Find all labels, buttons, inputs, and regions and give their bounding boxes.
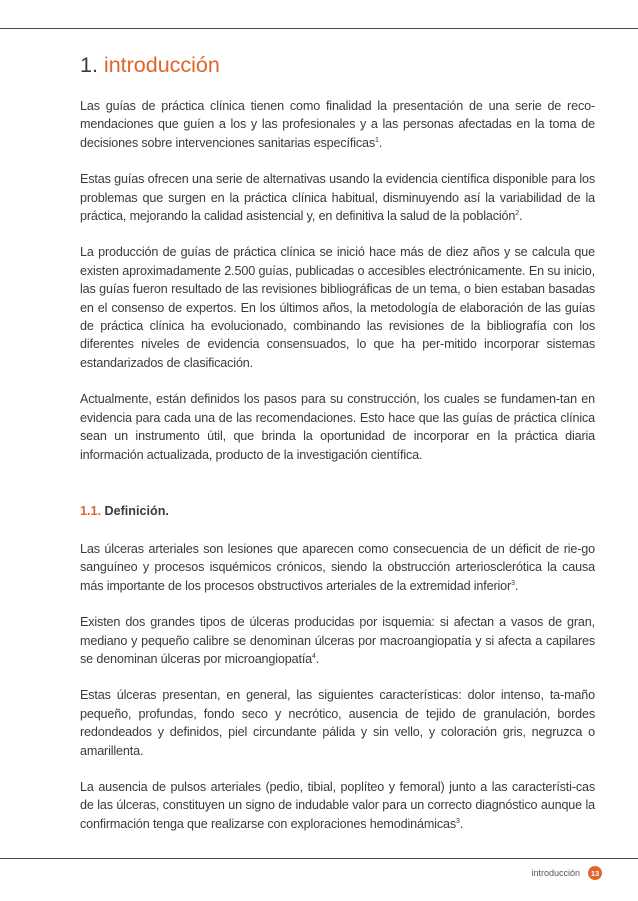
section-heading xyxy=(80,502,595,520)
definition-paragraph-3: Estas úlceras presentan, en general, las siguientes características: dolor intenso, ta-maño pequeño, profundas, fondo seco y necrótico, ausencia de tejido de granulación, bordes redondeados y definidos, piel circundante pálida y sin vello, y coloración gris, negruzca o amarillenta. xyxy=(80,688,595,758)
reference-4: 4 xyxy=(312,652,316,660)
bottom-rule xyxy=(0,858,638,859)
intro-paragraph-1: Las guías de práctica clínica tienen como finalidad la presentación de una serie de reco-mendaciones que guíen a los y las profesionales y a las personas afectadas en la toma de decisiones sobre intervenciones sanitarias específicas$^1$. xyxy=(80,99,595,150)
intro-paragraph-4: Actualmente, están definidos los pasos para su construcción, los cuales se fundamen-tan en evidencia para cada una de las recomendaciones. Esto hace que las guías de práctica clínica sean un instrumento útil, que brinda la oportunidad de incorporar en la práctica diaria información actualizada, producto de la investigación científica. xyxy=(80,392,595,462)
page-footer xyxy=(531,866,602,880)
intro-paragraph-3: La producción de guías de práctica clínica se inició hace más de diez años y se calcula que existen aproximadamente 2.500 guías, publicadas o accesibles electrónicamente. En su inicio, las guías fueron resultado de las revisiones bibliográficas de un tema, o bien estaban basadas en el consenso de expertos. En los últimos años, la metodología de elaboración de las guías de práctica clínica ha evolucionado, combinando las revisiones de la bibliografía con los diferentes niveles de evidencia consensuados, lo que ha per-mitido incorporar sistemas estandarizados de clasificación. xyxy=(80,245,595,370)
reference-2: 2 xyxy=(515,209,519,217)
page-number-badge: 13 xyxy=(588,866,602,880)
page-content xyxy=(80,52,595,833)
chapter-title-text: introducción xyxy=(103,53,220,77)
reference-3b: 3 xyxy=(455,817,460,825)
footer-section-label: introducción xyxy=(531,868,580,878)
definition-paragraph-4: La ausencia de pulsos arteriales (pedio, tibial, poplíteo y femoral) junto a las característi-cas de las úlceras, constituyen un signo de indudable valor para un correcto diagnóstico aunque la confirmación tenga que realizarse con exploraciones hemodinámicas$^3$. xyxy=(80,779,595,831)
definition-paragraph-1: Las úlceras arteriales son lesiones que aparecen como consecuencia de un déficit de rie-go sanguíneo y procesos isquémicos crónicos, siendo la obstrucción arteriosclerótica la causa más importante de los procesos obstructivos arteriales de la extremidad inferior$^3$. xyxy=(80,541,595,593)
section-number: 1.1. xyxy=(80,503,102,518)
chapter-number: 1. xyxy=(80,53,98,77)
reference-3: 3 xyxy=(511,579,515,587)
top-rule xyxy=(0,28,638,29)
chapter-title xyxy=(80,52,595,78)
section-title: Definición. xyxy=(104,503,169,518)
reference-1: 1 xyxy=(375,136,379,144)
intro-paragraph-2: Estas guías ofrecen una serie de alternativas usando la evidencia científica disponible para los problemas que surgen en la práctica clínica habitual, disminuyendo así la variabilidad de la práctica, mejorando la calidad asistencial y, en definitiva la salud de la población$^2$. xyxy=(80,172,595,224)
definition-paragraph-2: Existen dos grandes tipos de úlceras producidas por isquemia: si afectan a vasos de gran, mediano y pequeño calibre se denominan úlceras por macroangiopatía y si afecta a capilares se denominan úlceras por microangiopatía$^4$. xyxy=(80,615,595,666)
